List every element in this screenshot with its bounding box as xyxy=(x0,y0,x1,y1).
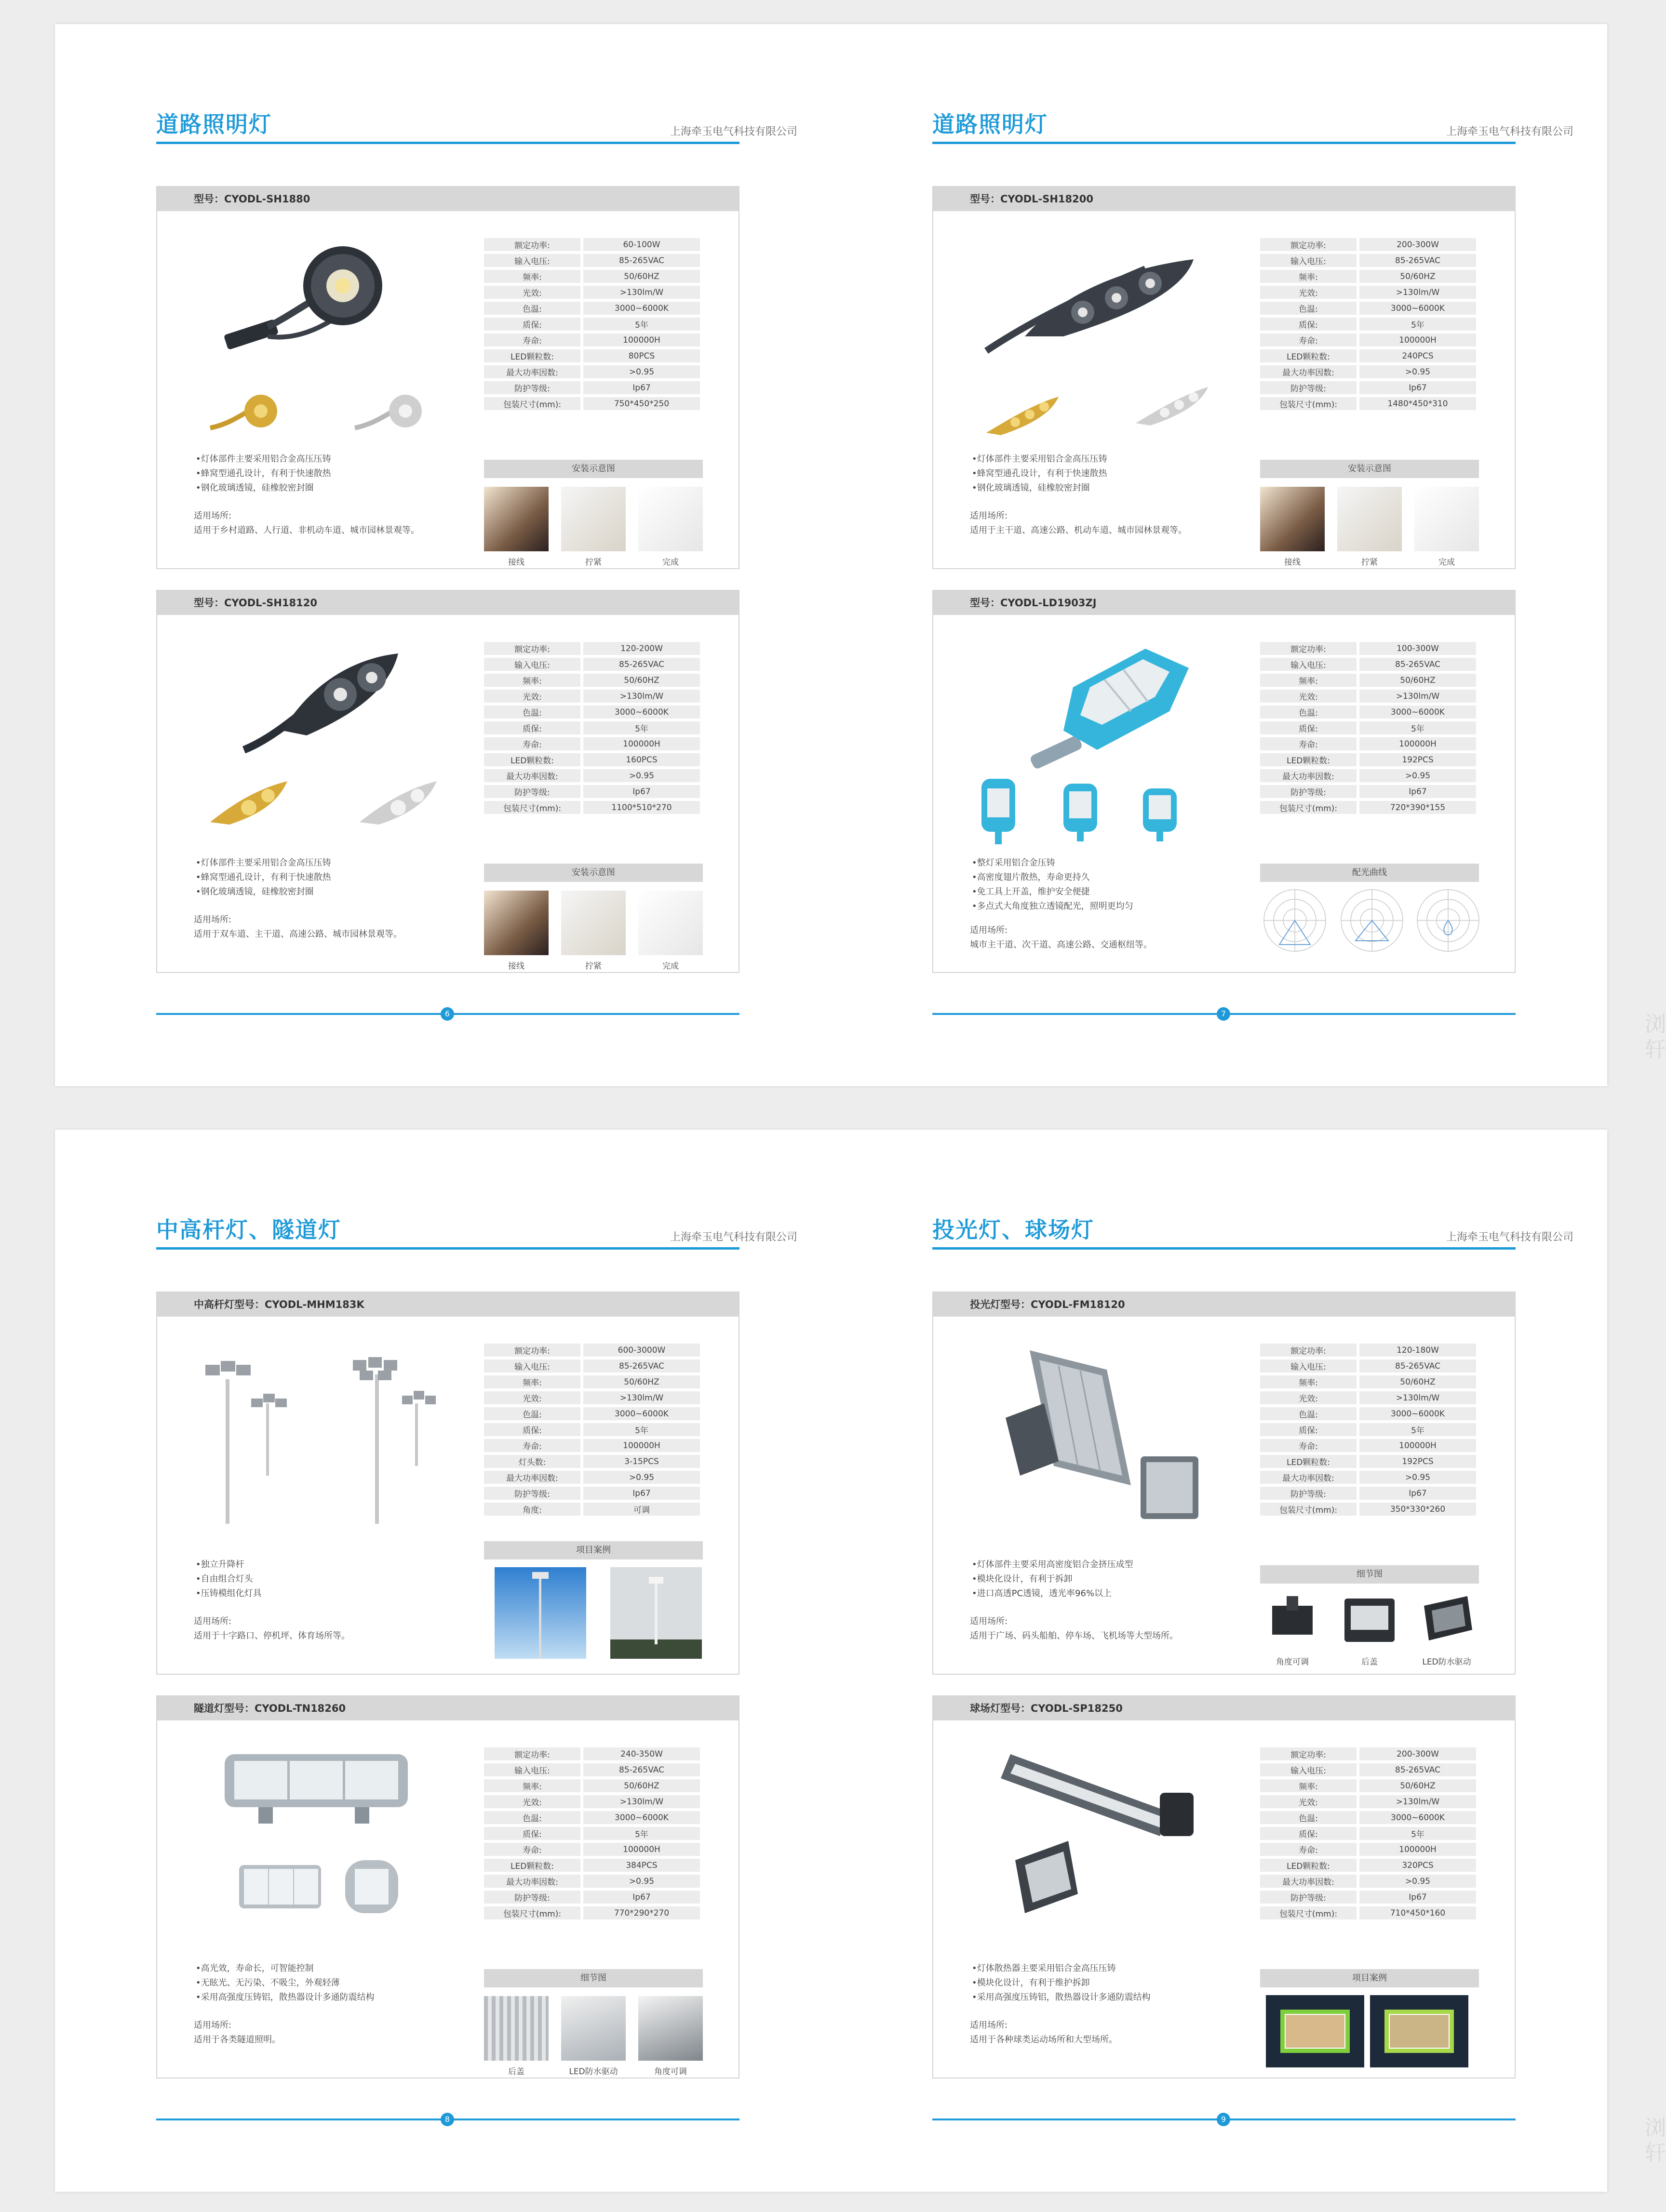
stadium-light-image xyxy=(986,1745,1213,1923)
silver-variant-image xyxy=(350,389,432,442)
project-photo-2 xyxy=(1370,1995,1468,2067)
street-light-main-image xyxy=(215,230,408,404)
street-light-main-image xyxy=(981,240,1203,365)
company-name: 上海牵玉电气科技有限公司 xyxy=(670,126,797,138)
back-cover-thumb xyxy=(1337,1586,1402,1651)
wiring-thumb xyxy=(484,891,549,955)
card-header: 型号：CYODL-SH1880 xyxy=(157,187,739,211)
install-diagram-header: 安装示意图 xyxy=(484,864,703,882)
application-text: 适用于十字路口、停机坪、体育场所等。 xyxy=(194,1631,350,1641)
page-number: 8 xyxy=(441,2113,454,2126)
waterproof-driver-thumb xyxy=(561,1996,626,2061)
side-watermark: 浏 轩 xyxy=(1645,1012,1666,1062)
card-header: 投光灯型号：CYODL-FM18120 xyxy=(933,1293,1515,1317)
card-header: 型号：CYODL-SH18120 xyxy=(157,591,739,615)
application-label: 适用场所: xyxy=(194,511,232,521)
application-label: 适用场所: xyxy=(194,2020,232,2030)
done-thumb xyxy=(638,891,703,955)
adjustable-angle-thumb xyxy=(1260,1586,1325,1651)
spec-table: 额定功率: 60-100W 输入电压: 85-265VAC 频率: 50/60HZ 光效: >130lm/W 色温: 3000~6000K 质保: 5年 寿命: 100000H LED颗粒数: 80PCS 最大功率因数: >0.95 防护等级: Ip67 包装尺寸(mm): 750*450*250 xyxy=(481,235,703,413)
done-thumb xyxy=(1414,487,1479,551)
spec-table: 额定功率: 120-180W 输入电压: 85-265VAC 频率: 50/60HZ 光效: >130lm/W 色温: 3000~6000K 质保: 5年 寿命: 100000H LED颗粒数: 192PCS 最大功率因数: >0.95 防护等级: Ip67 包装尺寸(mm): 350*330*260 xyxy=(1257,1341,1479,1519)
page-number: 9 xyxy=(1217,2113,1230,2126)
card-header: 中高杆灯型号：CYODL-MHM183K xyxy=(157,1293,739,1317)
feature-list: • 灯体部件主要采用铝合金高压压铸 • 蜂窝型通孔设计，有利于快速散热 • 钢化玻璃透镜，硅橡胶密封圈 xyxy=(196,452,331,495)
application-label: 适用场所: xyxy=(970,1616,1008,1626)
silver-variant-image xyxy=(355,774,446,832)
spec-table: 额定功率: 200-300W 输入电压: 85-265VAC 频率: 50/60HZ 光效: >130lm/W 色温: 3000~6000K 质保: 5年 寿命: 100000H LED颗粒数: 240PCS 最大功率因数: >0.95 防护等级: Ip67 包装尺寸(mm): 1480*450*310 xyxy=(1257,235,1479,413)
catalog-page-9 xyxy=(831,1130,1607,2192)
product-card-sh18120: 型号：CYODL-SH18120 额定功率: 120-200W 输入电压: 85-265VAC 频率: 50/60HZ 光效: >130lm/W 色温: 3000~6000K 质保: 5年 寿命: 100000H LED颗粒数: 160PCS 最大功率因数: >0.95 防护等级: Ip67 包装尺寸(mm): 1100*510*270 安装示意图 接线 拧紧 完成 • 灯体部件主要采用铝合金高压压铸 • 蜂窝型通孔设计，有利于快速散热 • 钢化玻璃透镜，硅橡胶密封圈 适用场所: 适用于双车道、主干道、高速公路、城市园林景观等。 xyxy=(156,590,739,973)
title-underline xyxy=(932,142,1516,144)
project-case-header: 项目案例 xyxy=(1260,1969,1479,1987)
application-text: 城市主干道、次干道、高速公路、交通枢纽等。 xyxy=(970,940,1152,950)
light-distribution-curves xyxy=(1260,887,1482,954)
install-diagram-header: 安装示意图 xyxy=(1260,460,1479,478)
tighten-thumb xyxy=(561,891,626,955)
spec-table: 额定功率: 200-300W 输入电压: 85-265VAC 频率: 50/60HZ 光效: >130lm/W 色温: 3000~6000K 质保: 5年 寿命: 100000H LED颗粒数: 320PCS 最大功率因数: >0.95 防护等级: Ip67 包装尺寸(mm): 710*450*160 xyxy=(1257,1745,1479,1922)
tighten-thumb xyxy=(1337,487,1402,551)
spec-table: 额定功率: 120-200W 输入电压: 85-265VAC 频率: 50/60HZ 光效: >130lm/W 色温: 3000~6000K 质保: 5年 寿命: 100000H LED颗粒数: 160PCS 最大功率因数: >0.95 防护等级: Ip67 包装尺寸(mm): 1100*510*270 xyxy=(481,639,703,817)
spec-table: 额定功率: 600-3000W 输入电压: 85-265VAC 频率: 50/60HZ 光效: >130lm/W 色温: 3000~6000K 质保: 5年 寿命: 100000H 灯头数: 3-15PCS 最大功率因数: >0.95 防护等级: Ip67 角度: 可调 xyxy=(481,1341,703,1519)
silver-variant-image xyxy=(1131,380,1213,433)
feature-list: • 灯体部件主要采用铝合金高压压铸 • 蜂窝型通孔设计，有利于快速散热 • 钢化玻璃透镜，硅橡胶密封圈 xyxy=(972,452,1107,495)
application-text: 适用于乡村道路、人行道、非机动车道、城市园林景观等。 xyxy=(194,525,419,535)
title-underline xyxy=(932,1247,1516,1250)
project-case-header: 项目案例 xyxy=(484,1541,703,1559)
color-variants-image xyxy=(977,774,1198,846)
wiring-thumb xyxy=(1260,487,1325,551)
application-label: 适用场所: xyxy=(970,511,1008,521)
page-title: 中高杆灯、隧道灯 xyxy=(156,1217,341,1243)
application-label: 适用场所: xyxy=(970,925,1008,935)
tunnel-light-image xyxy=(215,1745,417,1923)
catalog-spread-1 xyxy=(55,24,1607,1086)
page-title: 道路照明灯 xyxy=(932,111,1048,137)
waterproof-driver-thumb xyxy=(1414,1586,1479,1651)
catalog-page-8 xyxy=(55,1130,831,2192)
product-card-mhm183k xyxy=(156,1292,739,1675)
catalog-page-7 xyxy=(831,24,1607,1086)
feature-list: • 整灯采用铝合金压铸 • 高密度翅片散热，寿命更持久 • 免工具上开盖，维护安全便捷 • 多点式大角度独立透镜配光，照明更均匀 xyxy=(972,856,1133,914)
page-title: 道路照明灯 xyxy=(156,111,272,137)
adjustable-angle-thumb xyxy=(638,1996,703,2061)
project-photo-2 xyxy=(610,1567,702,1659)
application-text: 适用于各种球类运动场所和大型场所。 xyxy=(970,2035,1117,2045)
side-watermark: 浏 轩 xyxy=(1645,2116,1666,2165)
spec-table: 额定功率: 100-300W 输入电压: 85-265VAC 频率: 50/60HZ 光效: >130lm/W 色温: 3000~6000K 质保: 5年 寿命: 100000H LED颗粒数: 192PCS 最大功率因数: >0.95 防护等级: Ip67 包装尺寸(mm): 720*390*155 xyxy=(1257,639,1479,817)
card-header: 球场灯型号：CYODL-SP18250 xyxy=(933,1696,1515,1720)
feature-list: • 独立升降杆 • 自由组合灯头 • 压铸模组化灯具 xyxy=(196,1558,262,1601)
catalog-spread-2 xyxy=(55,1130,1607,2192)
application-text: 适用于广场、码头船舶、停车场、飞机场等大型场所。 xyxy=(970,1631,1178,1641)
product-card-sp18250 xyxy=(932,1695,1516,2079)
detail-header: 细节图 xyxy=(1260,1565,1479,1584)
application-text: 适用于各类隧道照明。 xyxy=(194,2035,281,2045)
flood-light-image xyxy=(986,1331,1213,1538)
spec-table: 额定功率: 240-350W 输入电压: 85-265VAC 频率: 50/60HZ 光效: >130lm/W 色温: 3000~6000K 质保: 5年 寿命: 100000H LED颗粒数: 384PCS 最大功率因数: >0.95 防护等级: Ip67 包装尺寸(mm): 770*290*270 xyxy=(481,1745,703,1922)
modular-street-light-image xyxy=(1010,629,1194,774)
product-card-tn18260: 隧道灯型号：CYODL-TN18260 额定功率: 240-350W 输入电压: 85-265VAC 频率: 50/60HZ 光效: >130lm/W 色温: 3000~6000K 质保: 5年 寿命: 100000H LED颗粒数: 384PCS 最大功率因数: >0.95 防护等级: Ip67 包装尺寸(mm): 770*290*270 细节图 后盖 LED防水驱动 角度可调 • 高光效，寿命长，可智能控制 • 无眩光、无污染、不吸尘，外观轻薄 • 采用高强度压铸铝，散热器设计多通防震结构 适用场所: 适用于各类隧道照明。 xyxy=(156,1695,739,2079)
gold-variant-image xyxy=(981,389,1063,442)
application-text: 适用于双车道、主干道、高速公路、城市园林景观等。 xyxy=(194,929,402,939)
title-underline xyxy=(156,142,739,144)
product-card-fm18120: 投光灯型号：CYODL-FM18120 额定功率: 120-180W 输入电压: 85-265VAC 频率: 50/60HZ 光效: >130lm/W 色温: 3000~6000K 质保: 5年 寿命: 100000H LED颗粒数: 192PCS 最大功率因数: >0.95 防护等级: Ip67 包装尺寸(mm): 350*330*260 细节图 角度可调 后盖 LED防水驱动 • 灯体部件主要采用高密度铝合金挤压成型 • 模块化设计，有利于拆卸 • 进口高透PC透镜，透光率96%以上 适用场所: 适用于广场、码头船舶、停车场、飞机场等大型场所。 xyxy=(932,1292,1516,1675)
company-name: 上海牵玉电气科技有限公司 xyxy=(670,1231,797,1243)
back-cover-thumb xyxy=(484,1996,549,2061)
page-title: 投光灯、球场灯 xyxy=(932,1217,1094,1243)
product-card-ld1903zj xyxy=(932,590,1516,973)
card-header: 隧道灯型号：CYODL-TN18260 xyxy=(157,1696,739,1720)
detail-header: 细节图 xyxy=(484,1969,703,1987)
gold-variant-image xyxy=(205,774,297,832)
project-photo-1 xyxy=(495,1567,586,1659)
application-label: 适用场所: xyxy=(194,1616,232,1626)
high-mast-light-image xyxy=(196,1350,446,1529)
feature-list: • 灯体部件主要采用铝合金高压压铸 • 蜂窝型通孔设计，有利于快速散热 • 钢化玻璃透镜，硅橡胶密封圈 xyxy=(196,856,331,899)
application-label: 适用场所: xyxy=(194,915,232,925)
install-diagram-header: 安装示意图 xyxy=(484,460,703,478)
tighten-thumb xyxy=(561,487,626,551)
card-header: 型号：CYODL-SH18200 xyxy=(933,187,1515,211)
application-label: 适用场所: xyxy=(970,2020,1008,2030)
product-card-sh18200: 型号：CYODL-SH18200 额定功率: 200-300W 输入电压: 85-265VAC 频率: 50/60HZ 光效: >130lm/W 色温: 3000~6000K 质保: 5年 寿命: 100000H LED颗粒数: 240PCS 最大功率因数: >0.95 防护等级: Ip67 包装尺寸(mm): 1480*450*310 安装示意图 接线 拧紧 完成 • 灯体部件主要采用铝合金高压压铸 • 蜂窝型通孔设计，有利于快速散热 • 钢化玻璃透镜，硅橡胶密封圈 适用场所: 适用于主干道、高速公路、机动车道、城市园林景观等。 xyxy=(932,186,1516,569)
application-text: 适用于主干道、高速公路、机动车道、城市园林景观等。 xyxy=(970,525,1187,535)
page-number: 6 xyxy=(441,1007,454,1021)
street-light-main-image xyxy=(239,639,413,764)
feature-list: • 灯体部件主要采用高密度铝合金挤压成型 • 模块化设计，有利于拆卸 • 进口高透PC透镜，透光率96%以上 xyxy=(972,1558,1133,1601)
title-underline xyxy=(156,1247,739,1250)
gold-variant-image xyxy=(205,389,287,442)
wiring-thumb xyxy=(484,487,549,551)
card-header: 型号：CYODL-LD1903ZJ xyxy=(933,591,1515,615)
light-distribution-header: 配光曲线 xyxy=(1260,864,1479,882)
done-thumb xyxy=(638,487,703,551)
project-photo-1 xyxy=(1266,1995,1364,2067)
catalog-page-6 xyxy=(55,24,831,1086)
company-name: 上海牵玉电气科技有限公司 xyxy=(1446,1231,1573,1243)
feature-list: • 灯体散热器主要采用铝合金高压压铸 • 模块化设计，有利于维护拆卸 • 采用高强度压铸铝，散热器设计多通防震结构 xyxy=(972,1961,1151,2005)
company-name: 上海牵玉电气科技有限公司 xyxy=(1446,126,1573,138)
page-number: 7 xyxy=(1217,1007,1230,1021)
product-card-sh1880: 型号：CYODL-SH1880 额定功率: 60-100W 输入电压: 85-265VAC 频率: 50/60HZ 光效: >130lm/W 色温: 3000~6000K 质保: 5年 寿命: 100000H LED颗粒数: 80PCS 最大功率因数: >0.95 防护等级: Ip67 包装尺寸(mm): 750*450*250 安装示意图 接线 拧紧 完成 • 灯体部件主要采用铝合金高压压铸 • 蜂窝型通孔设计，有利于快速散热 • 钢化玻璃透镜，硅橡胶密封圈 适用场所: 适用于乡村道路、人行道、非机动车道、城市园林景观等。 xyxy=(156,186,739,569)
feature-list: • 高光效，寿命长，可智能控制 • 无眩光、无污染、不吸尘，外观轻薄 • 采用高强度压铸铝，散热器设计多通防震结构 xyxy=(196,1961,375,2005)
